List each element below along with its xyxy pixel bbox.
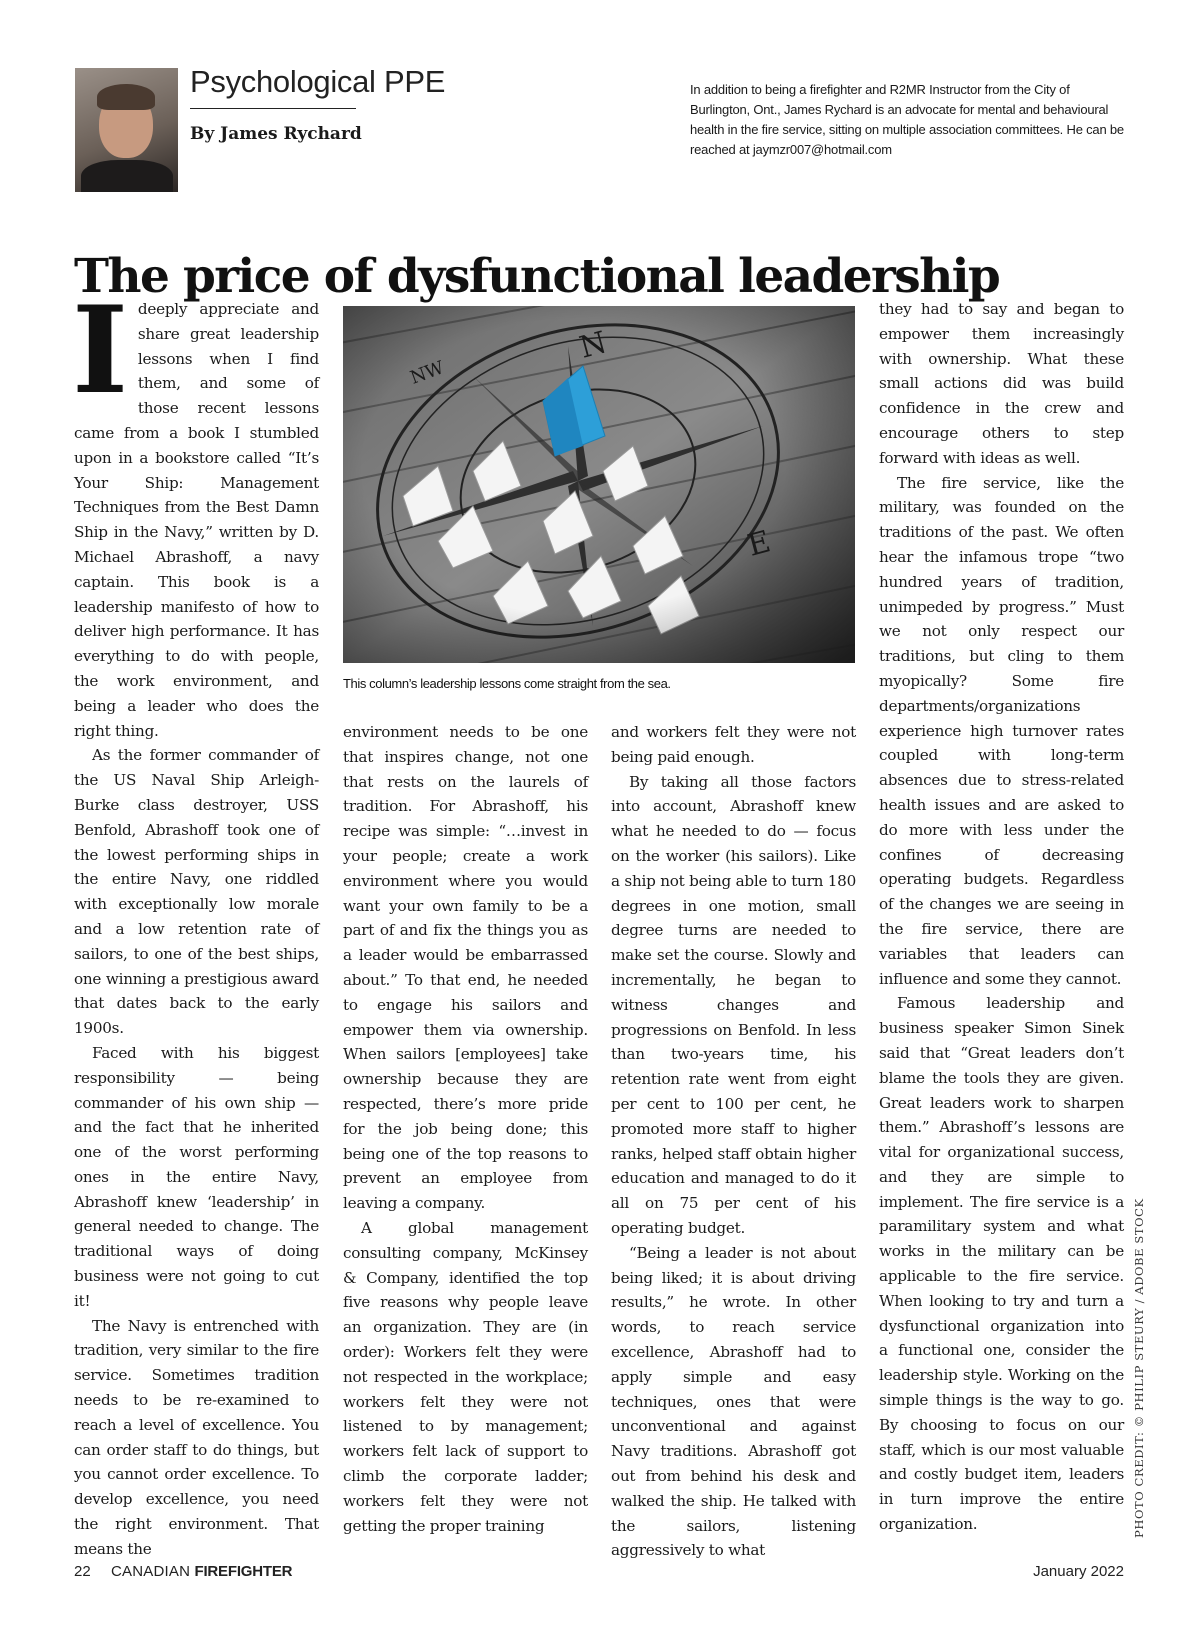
section-divider: [190, 108, 356, 109]
paragraph: environment needs to be one that inspires change, not one that rests on the laurels of tradition. For Abrashoff, his recipe was simple: “…invest in your people; create a work environment where you would want your own family to be a part of and fix the things you as a leader would be embarrassed about.” To that end, he needed to engage his sailors and empower them via ownership. When sailors [employees] take ownership because they are respected, there’s more pride for the job being done; this being one of the top reasons to prevent an employee from leaving a company.: [343, 723, 588, 1213]
paragraph: Faced with his biggest responsibility — being commander of his own ship — and the fact that he inherited one of the worst performing ones in the entire Navy, Abrashoff knew ‘leadership’ in general needed to change. The traditional ways of doing business were not going to cut it!: [74, 1043, 319, 1310]
paragraph: As the former commander of the US Naval Ship Arleigh-Burke class destroyer, USS Benfold, Abrashoff took one of the lowest performing ships in the entire Navy, one riddled with exceptionally low morale and a low retention rate of sailors, to one of the best ships, one winning a prestigious award that dates back to the early 1900s.: [74, 746, 319, 1038]
magazine-name: [111, 1563, 292, 1580]
article-headline: The price of dysfunctional leadership: [74, 249, 1000, 305]
photo-caption: This column’s leadership lessons come straight from the sea.: [343, 676, 671, 691]
paragraph: and workers felt they were not being paid enough.: [611, 723, 856, 766]
paragraph: A global management consulting company, McKinsey & Company, identified the top five reasons why people leave an organization. They are (in order): Workers felt they were not respected in the workplace; workers felt they were not listened to by management; workers felt lack of support to climb the corporate ladder; workers felt they were not getting the proper training: [343, 1218, 588, 1535]
paragraph: The fire service, like the military, was founded on the traditions of the past. We often hear the infamous trope “two hundred years of tradition, unimpeded by progress.” Must we not only respect our traditions, but cling to them myopically? Some fire departments/organizations experience high turnover rates coupled with long-term absences due to stress-related health issues and are asked to do more with less under the confines of decreasing operating budgets. Regardless of the changes we are seeing in the fire service, there are variables that leaders can influence and some they cannot.: [879, 473, 1124, 988]
paragraph: they had to say and began to empower them increasingly with ownership. What these small actions did was build confidence in the crew and encourage others to step forward with ideas as well.: [879, 300, 1124, 467]
magazine-name-bold: FIREFIGHTER: [194, 1563, 293, 1580]
magazine-name-prefix: CANADIAN: [111, 1563, 195, 1580]
compass-paper-boats-photo: [343, 306, 855, 663]
section-title: Psychological PPE: [190, 64, 446, 99]
paragraph: [72, 280, 319, 743]
author-bio: In addition to being a firefighter and R2MR Instructor from the City of Burlington, Ont., James Rychard is an advocate for mental and behavioural health in the fire service, sitting on multiple association committees. He can be reached at jaymzr007@hotmail.com: [690, 82, 1124, 157]
paragraph: Famous leadership and business speaker Simon Sinek said that “Great leaders don’t blame the tools they are given. Great leaders work to sharpen them.” Abrashoff’s lessons are vital for organizational success, and they are simple to implement. The fire service is a paramilitary system and what works in the military can be applicable to the fire service. When looking to try and turn a dysfunctional organization into a functional one, consider the leadership style. Working on the simple things is the way to go. By choosing to focus on our staff, which is our most valuable and costly budget item, leaders in turn improve the entire organization.: [879, 994, 1124, 1534]
paragraph: “Being a leader is not about being liked; it is about driving results,” he wrote. In other words, to reach service excellence, Abrashoff had to apply simple and easy techniques, ones that were unconventional and against Navy traditions. Abrashoff got out from behind his desk and walked the ship. He talked with the sailors, listening aggressively to what: [611, 1243, 856, 1560]
article-column-3: [611, 720, 856, 1563]
article-column-1: [72, 280, 319, 1562]
issue-date: January 2022: [1033, 1563, 1124, 1580]
headshot-hair: [97, 84, 155, 110]
drop-cap: I: [72, 280, 128, 421]
paragraph: By taking all those factors into account, Abrashoff knew what he needed to do — focus on the worker (his sailors). Like a ship not being able to turn 180 degrees in one motion, small degree turns are needed to make set the course. Slowly and incrementally, he began to witness changes and progressions on Benfold. In less than two-years time, his retention rate went from eight per cent to 100 per cent, he promoted more staff to higher ranks, helped staff obtain higher education and managed to do it all on 75 per cent of his operating budget.: [611, 772, 856, 1237]
paragraph: The Navy is entrenched with tradition, very similar to the fire service. Sometimes tradition needs to be re-examined to reach a level of excellence. You can order staff to do things, but you cannot order excellence. To develop excellence, you need the right environment. That means the: [74, 1316, 319, 1558]
paragraph-text: deeply appreciate and share great leadership lessons when I find them, and some of those recent lessons came from a book I stumbled upon in a bookstore called “It’s Your Ship: Management Techniques from the Best Damn Ship in the Navy,” written by D. Michael Abrashoff, a navy captain. This book is a leadership manifesto of how to deliver high performance. It has everything to do with people, the work environment, and being a leader who does the right thing.: [74, 300, 319, 740]
article-column-4: [879, 297, 1124, 1537]
photo-credit: PHOTO CREDIT: © PHILIP STEURY / ADOBE STOCK: [1132, 1198, 1146, 1538]
page-number: 22: [74, 1563, 91, 1580]
byline: By James Rychard: [190, 124, 362, 144]
author-headshot: [75, 68, 178, 192]
article-column-2: [343, 720, 588, 1538]
headshot-shirt: [81, 160, 173, 192]
